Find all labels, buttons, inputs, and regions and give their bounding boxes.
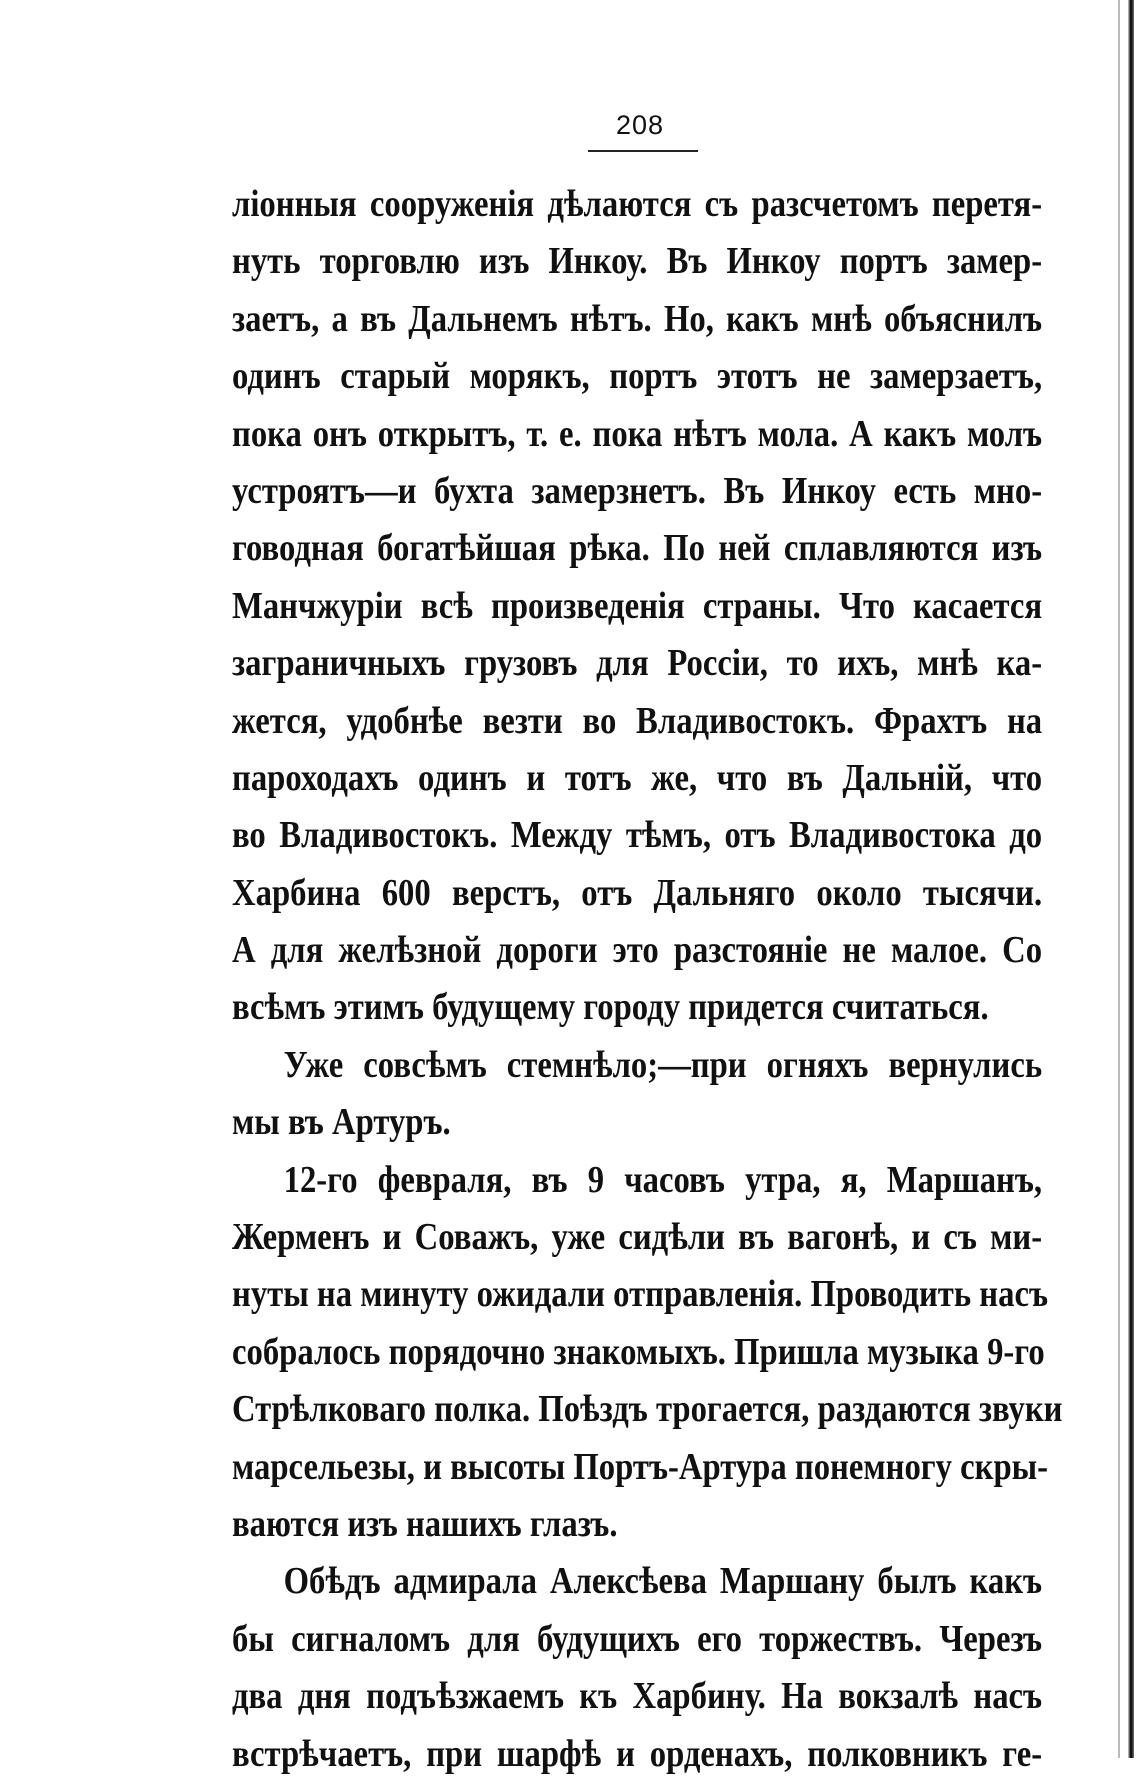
text-line: заетъ, а въ Дальнемъ нѣтъ. Но, какъ мнѣ объяснилъ bbox=[232, 297, 1043, 340]
text-line: пароходахъ одинъ и тотъ же, что въ Дальній, что bbox=[232, 756, 1043, 799]
text-line: пока онъ открытъ, т. е. пока нѣтъ мола. А какъ молъ bbox=[232, 412, 1043, 455]
text-line: Манчжуріи всѣ произведенія страны. Что касается bbox=[232, 584, 1043, 627]
text-line: нуты на минуту ожидали отправленія. Проводить насъ bbox=[232, 1273, 1049, 1316]
text-line: А для желѣзной дороги это разстояніе не малое. Со bbox=[232, 929, 1043, 972]
text-line: ліонныя сооруженія дѣлаются съ разсчетомъ перетя- bbox=[232, 183, 1043, 225]
text-line: всѣмъ этимъ будущему городу придется считаться. bbox=[232, 986, 989, 1029]
text-line: мы въ Артуръ. bbox=[232, 1101, 451, 1144]
page-number: 208 bbox=[615, 110, 665, 140]
text-line: жется, удобнѣе везти во Владивостокъ. Фрахтъ на bbox=[232, 699, 1043, 742]
page-number-rule bbox=[588, 150, 698, 152]
text-line: Жерменъ и Соважъ, уже сидѣли въ вагонѣ, и съ ми- bbox=[232, 1216, 1043, 1259]
binding-edge bbox=[1128, 0, 1134, 1758]
body-text bbox=[232, 176, 1063, 1783]
page-edge-shadow bbox=[1118, 0, 1120, 1758]
text-line: устроятъ—и бухта замерзнетъ. Въ Инкоу есть мно- bbox=[232, 469, 1043, 512]
text-line: марсельезы, и высоты Портъ-Артура понемногу скры- bbox=[232, 1445, 1049, 1488]
text-line: Харбина 600 верстъ, отъ Дальняго около тысячи. bbox=[232, 871, 1043, 914]
text-line: нуть торговлю изъ Инкоу. Въ Инкоу портъ замер- bbox=[232, 240, 1043, 283]
text-line: заграничныхъ грузовъ для Россіи, то ихъ, мнѣ ка- bbox=[232, 642, 1043, 685]
text-line: ваются изъ нашихъ глазъ. bbox=[232, 1502, 618, 1545]
text-line: бы сигналомъ для будущихъ его торжествъ. Черезъ bbox=[232, 1617, 1043, 1660]
text-line: два дня подъѣзжаемъ къ Харбину. На вокзалѣ насъ bbox=[232, 1675, 1043, 1718]
text-line: собралось порядочно знакомыхъ. Пришла музыка 9-го bbox=[232, 1330, 1045, 1373]
text-line: Уже совсѣмъ стемнѣло;—при огняхъ вернулись bbox=[283, 1043, 1043, 1086]
text-line: во Владивостокъ. Между тѣмъ, отъ Владивостока до bbox=[232, 814, 1043, 857]
text-line: говодная богатѣйшая рѣка. По ней сплавляются изъ bbox=[232, 527, 1043, 570]
text-line: 12-го февраля, въ 9 часовъ утра, я, Маршанъ, bbox=[283, 1158, 1043, 1201]
text-line: встрѣчаетъ, при шарфѣ и орденахъ, полковникъ ге- bbox=[232, 1732, 1043, 1775]
text-line: одинъ старый морякъ, портъ этотъ не замерзаетъ, bbox=[232, 355, 1043, 398]
text-line: Стрѣлковаго полка. Поѣздъ трогается, раздаются звуки bbox=[232, 1388, 1063, 1431]
text-line: Обѣдъ адмирала Алексѣева Маршану былъ какъ bbox=[283, 1560, 1043, 1603]
